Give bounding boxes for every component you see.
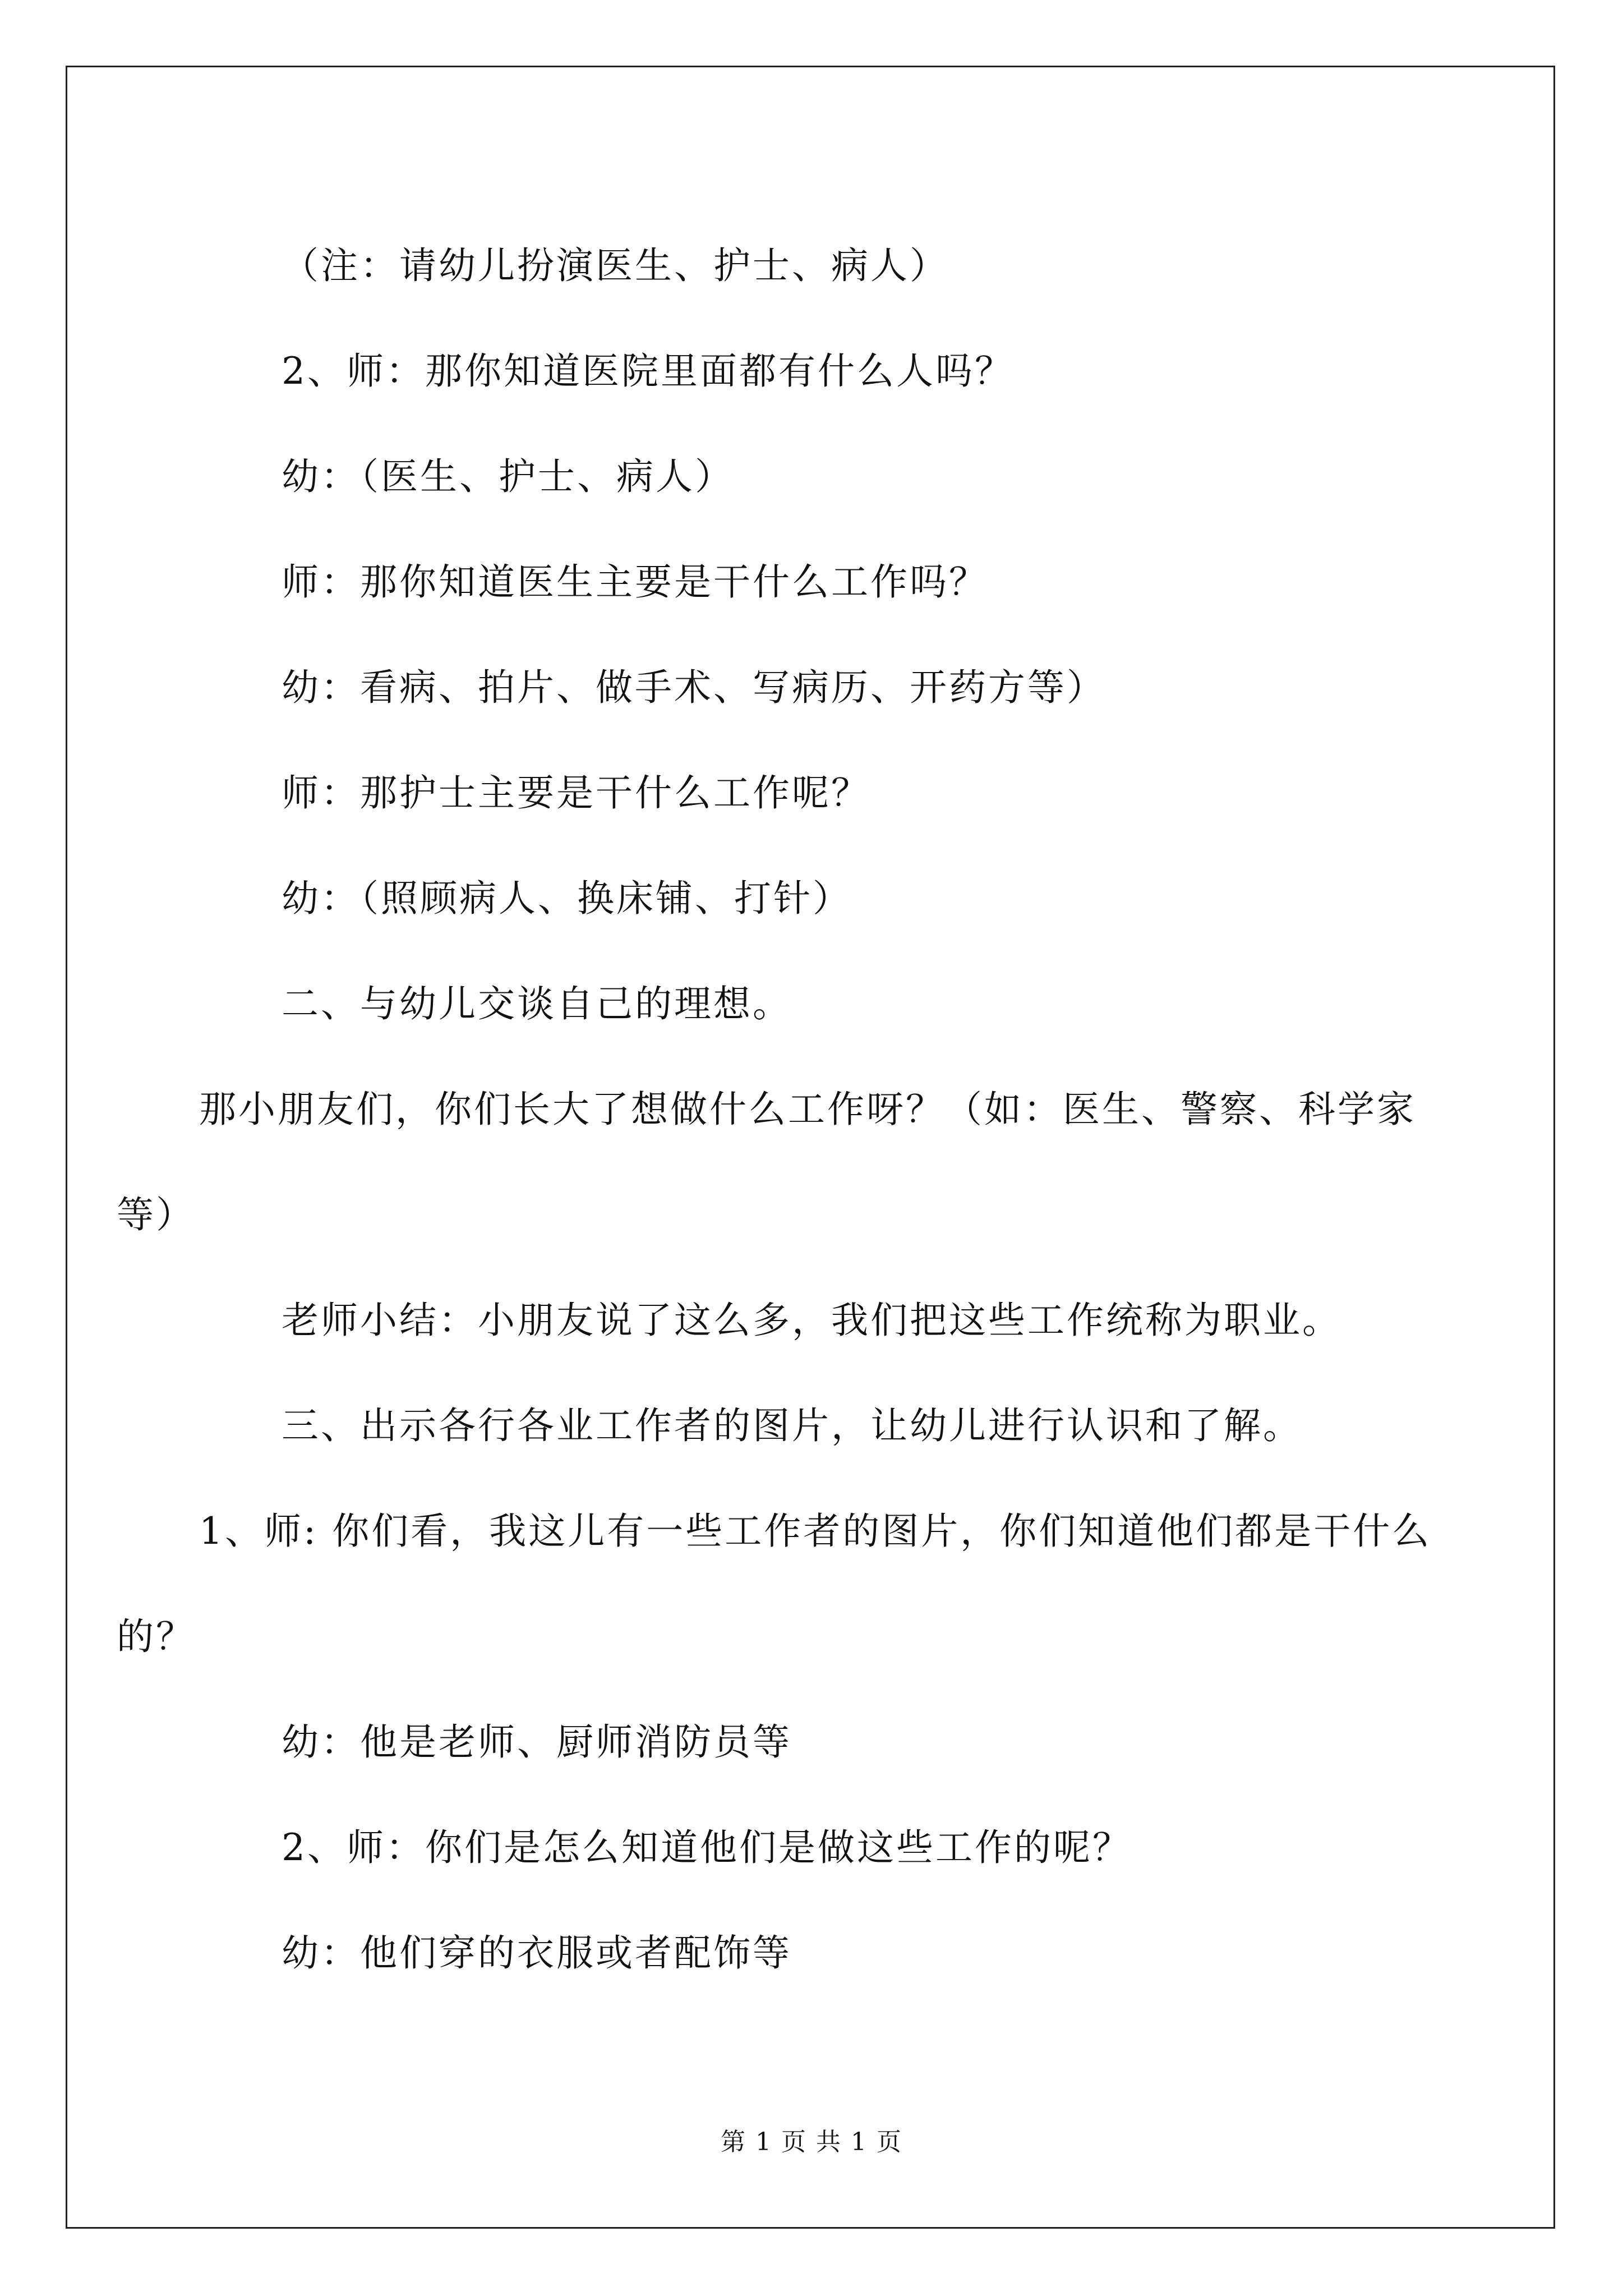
document-body <box>117 213 1438 2006</box>
paragraph-question-how: 2、师：你们是怎么知道他们是做这些工作的呢？ <box>282 1826 1132 1869</box>
paragraph-answer-nurse: 幼：（照顾病人、换床铺、打针） <box>282 877 852 920</box>
paragraph-answer-pictures: 幼：他是老师、厨师消防员等 <box>282 1720 792 1764</box>
paragraph-question-who: 2、师：那你知道医院里面都有什么人吗？ <box>282 349 1014 393</box>
paragraph-answer-how: 幼：他们穿的衣服或者配饰等 <box>282 1931 792 1975</box>
paragraph-question-ideals: 那小朋友们，你们长大了想做什么工作呀？（如：医生、警察、科学家等） <box>117 1088 1416 1236</box>
paragraph-note: （注：请幼儿扮演医生、护士、病人） <box>282 244 949 287</box>
section-heading-pictures: 三、出示各行各业工作者的图片，让幼儿进行认识和了解。 <box>282 1404 1302 1447</box>
page-footer: 第 1 页 共 1 页 <box>721 2128 902 2156</box>
section-heading-ideals: 二、与幼儿交谈自己的理想。 <box>282 982 792 1025</box>
paragraph-question-nurse: 师：那护士主要是干什么工作呢？ <box>282 771 870 815</box>
paragraph-question-doctor: 师：那你知道医生主要是干什么工作吗？ <box>282 560 988 604</box>
paragraph-answer-doctor: 幼：看病、拍片、做手术、写病历、开药方等） <box>282 666 1106 709</box>
paragraph-answer-who: 幼：（医生、护士、病人） <box>282 455 734 498</box>
paragraph-summary: 老师小结：小朋友说了这么多，我们把这些工作统称为职业。 <box>282 1299 1341 1342</box>
paragraph-question-pictures: 1、师: 你们看，我这儿有一些工作者的图片，你们知道他们都是干什么的？ <box>117 1510 1432 1658</box>
